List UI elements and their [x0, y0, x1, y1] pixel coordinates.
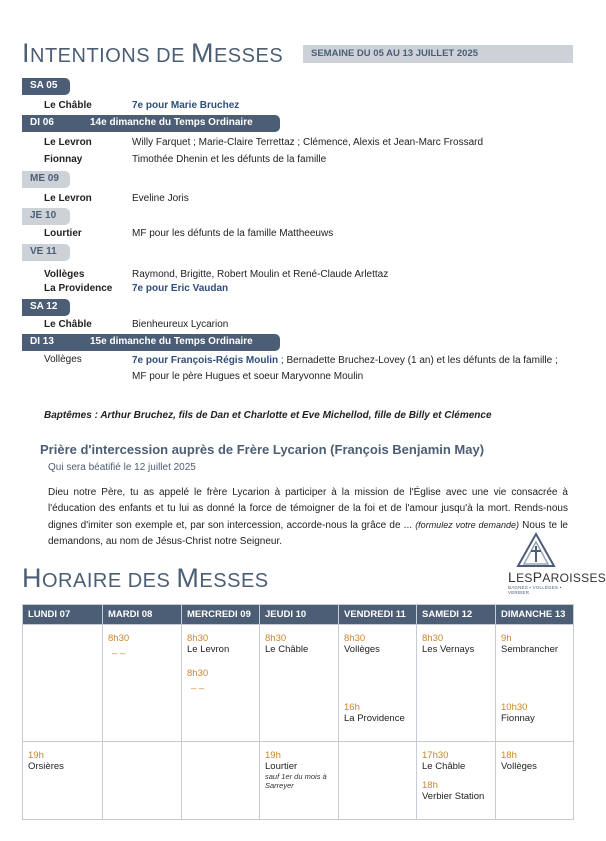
- cell-dimanche: 9h Sembrancher 10h30 Fionnay: [496, 625, 574, 742]
- entry-place: Le Levron: [44, 137, 92, 148]
- day-bar-sa05: SA 05: [22, 78, 70, 95]
- col-header: LUNDI 07: [23, 605, 103, 625]
- col-header: JEUDI 10: [260, 605, 339, 625]
- col-header: VENDREDI 11: [339, 605, 417, 625]
- entry-text: Bienheureux Lycarion: [132, 319, 229, 330]
- cell-jeudi: 19h Lourtier sauf 1er du mois à Sarreyer: [260, 742, 339, 820]
- entry-place: Vollèges: [44, 269, 85, 280]
- entry-text: Raymond, Brigitte, Robert Moulin et René-Claude Arlettaz: [132, 269, 389, 280]
- cell-vendredi: [339, 742, 417, 820]
- schedule-header-row: [23, 605, 574, 625]
- mass-schedule-table: [22, 604, 574, 820]
- entry-text: Eveline Joris: [132, 193, 189, 204]
- cell-samedi: 8h30 Les Vernays: [417, 625, 496, 742]
- les-paroisses-logo: [508, 532, 606, 595]
- entry-text: 7e pour Eric Vaudan: [132, 283, 229, 294]
- intentions-title: INTENTIONS DE MESSES: [22, 38, 284, 68]
- entry-text: Willy Farquet ; Marie-Claire Terrettaz ; Clémence, Alexis et Jean-Marc Frossard: [132, 137, 484, 148]
- logo-brand: LESPAROISSES: [508, 569, 606, 585]
- col-header: DIMANCHE 13: [496, 605, 574, 625]
- horaire-title: HORAIRE DES MESSES: [22, 563, 269, 593]
- entry-place: Le Levron: [44, 193, 92, 204]
- day-bar-je10: JE 10: [22, 208, 70, 225]
- entry-text: MF pour les défunts de la famille Mattheeuws: [132, 228, 334, 239]
- entry-text: 7e pour François-Régis Moulin ; Bernadette Bruchez-Lovey (1 an) et les défunts de la famille ; MF pour le père Hugues et soeur Maryvonne Moulin: [132, 355, 558, 382]
- day-bar-sa12: SA 12: [22, 299, 70, 316]
- day-bar-di06: DI 06 14e dimanche du Temps Ordinaire: [22, 115, 280, 132]
- cell-mardi: 8h30 _ _: [103, 625, 182, 742]
- entry-place: Le Châble: [44, 319, 92, 330]
- prayer-title: Prière d'intercession auprès de Frère Lycarion (François Benjamin May): [40, 442, 485, 457]
- day-bar-di13: DI 13 15e dimanche du Temps Ordinaire: [22, 334, 280, 351]
- entry-place: Lourtier: [44, 228, 82, 239]
- cell-mardi: [103, 742, 182, 820]
- col-header: SAMEDI 12: [417, 605, 496, 625]
- cell-mercredi: 8h30 Le Levron 8h30 _ _: [182, 625, 260, 742]
- baptemes-note: Baptêmes : Arthur Bruchez, fils de Dan et Charlotte et Eve Michellod, fille de Billy et Clémence: [44, 410, 492, 421]
- day-bar-me09: ME 09: [22, 171, 70, 188]
- schedule-row: [23, 625, 574, 742]
- entry-place: Le Châble: [44, 100, 92, 111]
- cell-lundi: 19h Orsières: [23, 742, 103, 820]
- logo-tagline: BAGNES • VOLLÈGES • VERBIER: [508, 585, 562, 595]
- entry-place: Vollèges: [44, 354, 82, 365]
- cell-lundi: [23, 625, 103, 742]
- week-banner: SEMAINE DU 05 AU 13 JUILLET 2025: [303, 45, 573, 63]
- cell-jeudi: 8h30 Le Châble: [260, 625, 339, 742]
- col-header: MARDI 08: [103, 605, 182, 625]
- entry-text: 7e pour Marie Bruchez: [132, 100, 240, 111]
- prayer-subtitle: Qui sera béatifié le 12 juillet 2025: [48, 462, 196, 473]
- entry-place: La Providence: [44, 283, 113, 294]
- day-bar-ve11: VE 11: [22, 244, 70, 261]
- prayer-body: Dieu notre Père, tu as appelé le frère Lycarion à participer à la mission de l'Église avec une vie consacrée à l'éducation des enfants et tu lui as donné la force de témoigner de la foi et de l'amour jusqu'à la mort. Rends-nous dignes d'imiter son exemple et, par son intercession, accorde-nous la grâce de ... (formulez votre demande) Nous te le demandons, au nom de Jésus-Christ notre Seigneur.: [48, 487, 568, 547]
- cell-vendredi: 8h30 Vollèges 16h La Providence: [339, 625, 417, 742]
- entry-text: Timothée Dhenin et les défunts de la famille: [132, 154, 327, 165]
- cell-mercredi: [182, 742, 260, 820]
- cell-samedi: 17h30 Le Châble 18h Verbier Station: [417, 742, 496, 820]
- col-header: MERCREDI 09: [182, 605, 260, 625]
- entry-place: Fionnay: [44, 154, 83, 165]
- schedule-row: [23, 742, 574, 820]
- parish-emblem-icon: [516, 532, 556, 568]
- cell-dimanche: 18h Vollèges: [496, 742, 574, 820]
